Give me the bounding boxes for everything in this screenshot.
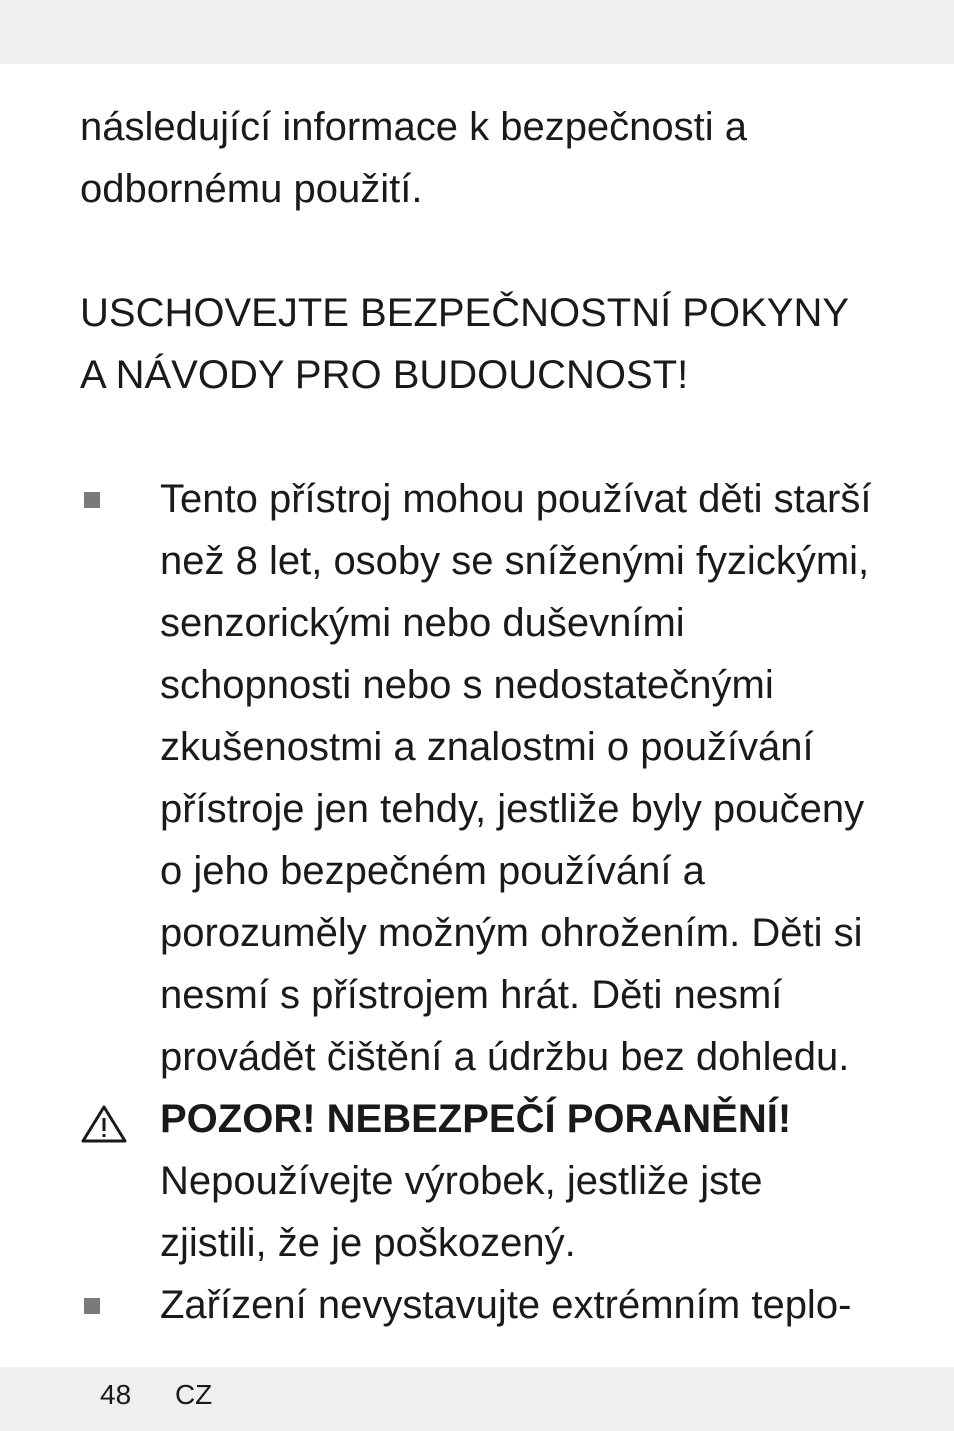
list-item-text: Zařízení nevystavujte extrémním teplo- [160,1283,852,1327]
page-footer [100,1378,212,1412]
warning-triangle-icon [80,1100,128,1140]
list-item-text: Tento přístroj mohou používat děti starší než 8 let, osoby se sníženými fyzickými, senzorickými nebo duševními schopnosti nebo s nedostatečnými zkušenostmi a znalostmi o používání přístroje jen tehdy, jestliže byly poučeny o jeho bezpečném používání a porozuměly možným ohrožením. Děti si nesmí s přístrojem hrát. Děti nesmí provádět čištění a údržbu bez dohledu. [160,477,872,1079]
top-margin-band [0,0,954,64]
page-number: 48 [100,1379,132,1410]
warning-label: POZOR! NEBEZPEČÍ PORANĚNÍ! [160,1097,792,1141]
warning-text: Nepoužívejte výrobek, jestliže jste zjistili, že je poškozený. [160,1159,763,1265]
safety-list [80,468,880,1336]
language-code: CZ [174,1379,213,1410]
intro-paragraph: následující informace k bezpečnosti a odbornému použití. [80,105,748,211]
square-bullet-icon [84,492,100,508]
page-content [80,96,880,1327]
square-bullet-icon [84,1298,100,1314]
list-item [80,468,880,1088]
warning-item [80,1088,880,1274]
list-item [80,1274,880,1336]
safety-heading: USCHOVEJTE BEZPEČNOSTNÍ POKYNY A NÁVODY PRO BUDOUCNOST! [80,291,849,397]
